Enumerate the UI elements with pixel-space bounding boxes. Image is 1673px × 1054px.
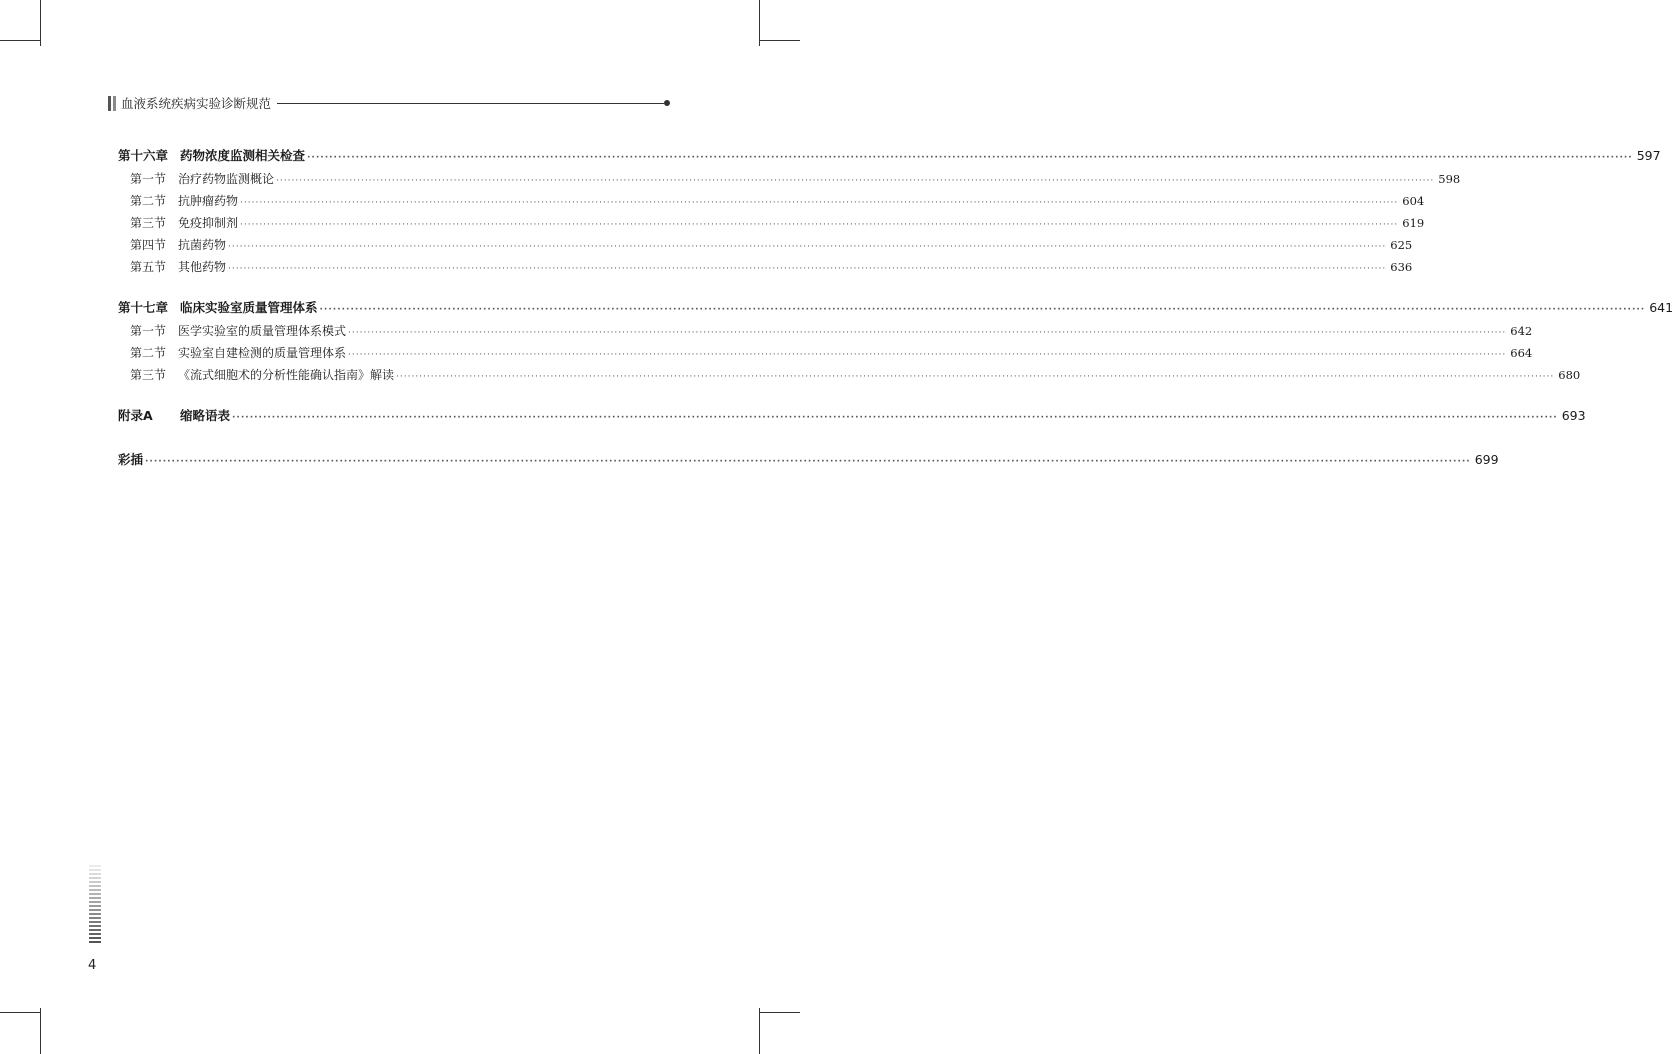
stripe-bar: [89, 877, 101, 879]
toc-entry-title: 抗肿瘤药物: [178, 194, 239, 208]
toc-entry-label: [118, 146, 305, 164]
toc-entry-title: 抗菌药物: [178, 238, 227, 252]
toc-page-number: 636: [1390, 260, 1413, 274]
crop-mark: [0, 40, 40, 41]
header-bars-icon: [108, 96, 116, 111]
stripe-bar: [89, 913, 101, 915]
crop-mark: [760, 1012, 800, 1013]
stripe-bar: [89, 909, 101, 911]
toc-entry-title: 医学实验室的质量管理体系模式: [178, 324, 347, 338]
toc-chapter-entry[interactable]: [118, 146, 1661, 164]
toc-section-entry[interactable]: [118, 214, 1425, 231]
stripe-bar: [89, 901, 101, 903]
toc-leader-dots: ············································································································································································································································································································: [240, 198, 1399, 208]
toc-leader-dots: ············································································································································································································································································································: [348, 350, 1507, 360]
toc-entry-code: 第五节: [130, 260, 167, 274]
toc-section-entry[interactable]: [118, 258, 1413, 275]
toc-entry-code: 第十六章: [118, 148, 169, 163]
toc-section-entry[interactable]: [118, 344, 1533, 361]
toc-leader-dots: ············································································································································································································································································································: [240, 220, 1399, 230]
toc-entry-title: 彩插: [118, 452, 144, 467]
crop-mark: [40, 0, 41, 46]
toc-entry-label: [118, 450, 143, 468]
crop-mark: [760, 40, 800, 41]
toc-section-entry[interactable]: [118, 366, 1581, 383]
toc-leader-dots: ············································································································································································································································································································: [307, 153, 1633, 163]
toc-page-number: 604: [1402, 194, 1425, 208]
stripe-bar: [89, 937, 101, 939]
toc-page-number: 693: [1561, 408, 1586, 423]
stripe-bar: [89, 869, 101, 871]
stripe-bar: [89, 925, 101, 927]
toc-entry-code: 附录A: [118, 408, 153, 423]
page-number: 4: [88, 958, 97, 973]
stripe-bar: [89, 897, 101, 899]
toc-page-number: 641: [1649, 300, 1673, 315]
stripe-bar: [89, 865, 101, 867]
toc-leader-dots: ············································································································································································································································································································: [276, 176, 1435, 186]
toc-entry-code: 第二节: [130, 194, 167, 208]
toc-entry-label: [118, 298, 318, 316]
stripe-bar: [89, 941, 101, 943]
toc-leader-dots: ············································································································································································································································································································: [232, 413, 1558, 423]
crop-mark: [40, 1008, 41, 1054]
running-header: [108, 95, 670, 111]
toc-chapter-entry[interactable]: [118, 298, 1673, 316]
toc-entry-label: [118, 236, 226, 253]
header-dot-icon: [664, 100, 670, 106]
toc-entry-title: 其他药物: [178, 260, 227, 274]
toc-leader-dots: ············································································································································································································································································································: [228, 264, 1387, 274]
toc-chapter-entry[interactable]: [118, 450, 1499, 468]
toc-entry-label: [118, 214, 238, 231]
crop-mark: [0, 1012, 40, 1013]
toc-entry-code: 第十七章: [118, 300, 169, 315]
stripe-bar: [89, 921, 101, 923]
toc-entry-code: 第四节: [130, 238, 167, 252]
toc-section-entry[interactable]: [118, 322, 1533, 339]
toc-entry-code: 第二节: [130, 346, 167, 360]
toc-entry-label: [118, 344, 346, 361]
toc-entry-title: 药物浓度监测相关检查: [180, 148, 306, 163]
toc-page-number: 619: [1402, 216, 1425, 230]
stripe-bar: [89, 933, 101, 935]
stripe-bar: [89, 929, 101, 931]
toc-entry-label: [118, 406, 230, 424]
toc-entry-title: 免疫抑制剂: [178, 216, 239, 230]
toc-entry-label: [118, 366, 394, 383]
toc-entry-title: 缩略语表: [180, 408, 231, 423]
stripe-bar: [89, 889, 101, 891]
header-rule: [277, 103, 664, 104]
toc-entry-title: 治疗药物监测概论: [178, 172, 275, 186]
toc-page-number: 598: [1438, 172, 1461, 186]
toc-entry-label: [118, 258, 226, 275]
toc-entry-label: [118, 322, 346, 339]
toc-entry-label: [118, 192, 238, 209]
toc-entry-title: 临床实验室质量管理体系: [180, 300, 318, 315]
toc-section-entry[interactable]: [118, 192, 1425, 209]
toc-page-number: 699: [1474, 452, 1499, 467]
toc-entry-code: 第一节: [130, 172, 167, 186]
stripe-bar: [89, 893, 101, 895]
stripe-bar: [89, 905, 101, 907]
toc-page-number: 680: [1558, 368, 1581, 382]
toc-page-number: 597: [1636, 148, 1661, 163]
toc-leader-dots: ············································································································································································································································································································: [319, 305, 1646, 315]
book-title: 血液系统疾病实验诊断规范: [121, 96, 272, 111]
toc-page-number: 642: [1510, 324, 1533, 338]
toc-page-number: 625: [1390, 238, 1413, 252]
stripe-bar: [89, 873, 101, 875]
stripe-bar: [89, 885, 101, 887]
toc-leader-dots: ············································································································································································································································································································: [145, 457, 1471, 467]
toc-page-number: 664: [1510, 346, 1533, 360]
toc-entry-code: 第一节: [130, 324, 167, 338]
stripe-bar: [89, 881, 101, 883]
toc-entry-label: [118, 170, 274, 187]
toc-entry-code: 第三节: [130, 216, 167, 230]
toc-leader-dots: ············································································································································································································································································································: [348, 328, 1507, 338]
toc-entry-code: 第三节: [130, 368, 167, 382]
toc-chapter-entry[interactable]: [118, 406, 1586, 424]
side-stripe-decoration: [89, 865, 101, 945]
crop-mark: [759, 1008, 760, 1054]
stripe-bar: [89, 917, 101, 919]
toc-section-entry[interactable]: [118, 170, 1461, 187]
toc-entry-title: 《流式细胞术的分析性能确认指南》解读: [178, 368, 395, 382]
toc-leader-dots: ············································································································································································································································································································: [228, 242, 1387, 252]
toc-leader-dots: ············································································································································································································································································································: [396, 372, 1555, 382]
toc-section-entry[interactable]: [118, 236, 1413, 253]
toc-entry-title: 实验室自建检测的质量管理体系: [178, 346, 347, 360]
